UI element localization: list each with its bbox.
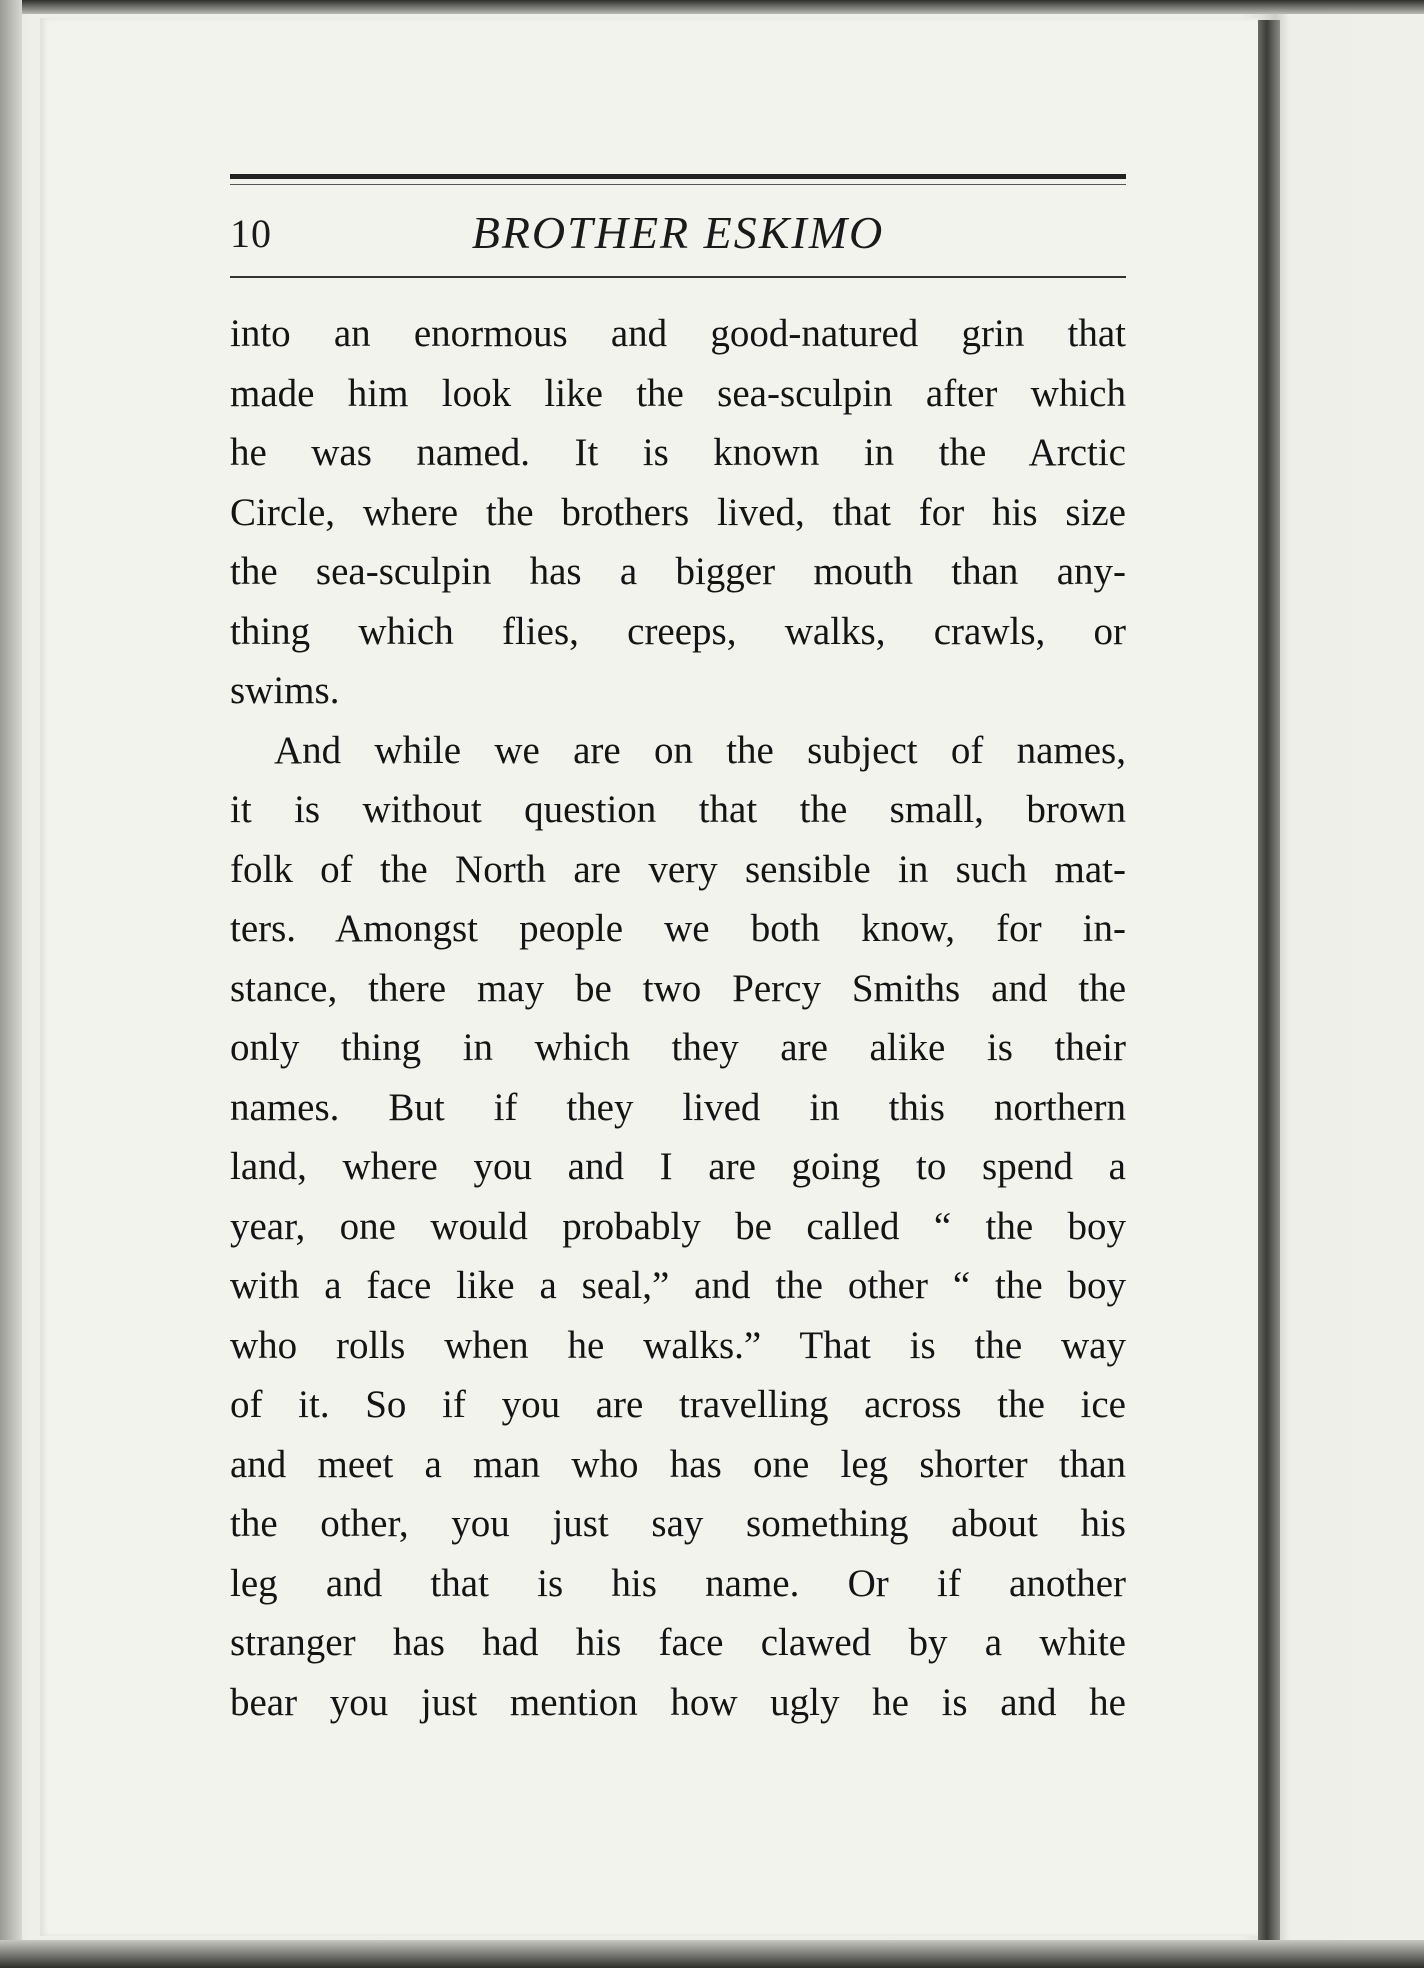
- scan-top-edge: [0, 0, 1424, 14]
- text-line: the other, you just say something about his: [230, 1502, 1126, 1545]
- text-line: names. But if they lived in this northern: [230, 1085, 1126, 1129]
- text-line: Circle, where the brothers lived, that for his size: [230, 490, 1126, 534]
- book-gutter-edge: [1258, 20, 1280, 1940]
- text-line: stranger has had his face clawed by a white: [230, 1621, 1126, 1664]
- text-line: he was named. It is known in the Arctic: [230, 431, 1126, 474]
- text-line: thing which flies, creeps, walks, crawls, or: [230, 609, 1126, 653]
- page-number: 10: [230, 211, 272, 256]
- text-line: into an enormous and good-natured grin that: [230, 312, 1126, 355]
- text-line: folk of the North are very sensible in such mat-: [230, 847, 1126, 891]
- book-page: [40, 18, 1258, 1936]
- text-line: swims.: [230, 669, 340, 712]
- text-line: who rolls when he walks.” That is the way: [230, 1323, 1126, 1367]
- header-rule-thick: [230, 174, 1126, 179]
- text-line: the sea-sculpin has a bigger mouth than any-: [230, 550, 1126, 593]
- text-line: year, one would probably be called “ the boy: [230, 1204, 1126, 1248]
- text-line: bear you just mention how ugly he is and he: [230, 1680, 1126, 1724]
- text-line: made him look like the sea-sculpin after which: [230, 371, 1126, 415]
- text-line: and meet a man who has one leg shorter than: [230, 1442, 1126, 1486]
- text-line: land, where you and I are going to spend a: [230, 1145, 1126, 1188]
- scan-bottom-edge: [0, 1940, 1424, 1968]
- text-line: only thing in which they are alike is their: [230, 1026, 1126, 1069]
- text-line: leg and that is his name. Or if another: [230, 1561, 1126, 1605]
- paragraph-first-line: And while we are on the subject of names,: [274, 728, 1126, 772]
- header-rule-bottom: [230, 276, 1126, 278]
- scan-left-edge: [0, 0, 22, 1968]
- text-line: of it. So if you are travelling across the ice: [230, 1383, 1126, 1426]
- text-line: with a face like a seal,” and the other “ the boy: [230, 1264, 1126, 1307]
- text-line: it is without question that the small, brown: [230, 788, 1126, 831]
- text-line: stance, there may be two Percy Smiths and the: [230, 966, 1126, 1010]
- running-head: BROTHER ESKIMO: [471, 207, 885, 258]
- text-line: ters. Amongst people we both know, for in-: [230, 907, 1126, 950]
- header-rule-thin: [230, 184, 1126, 185]
- body-text: [230, 304, 1126, 1732]
